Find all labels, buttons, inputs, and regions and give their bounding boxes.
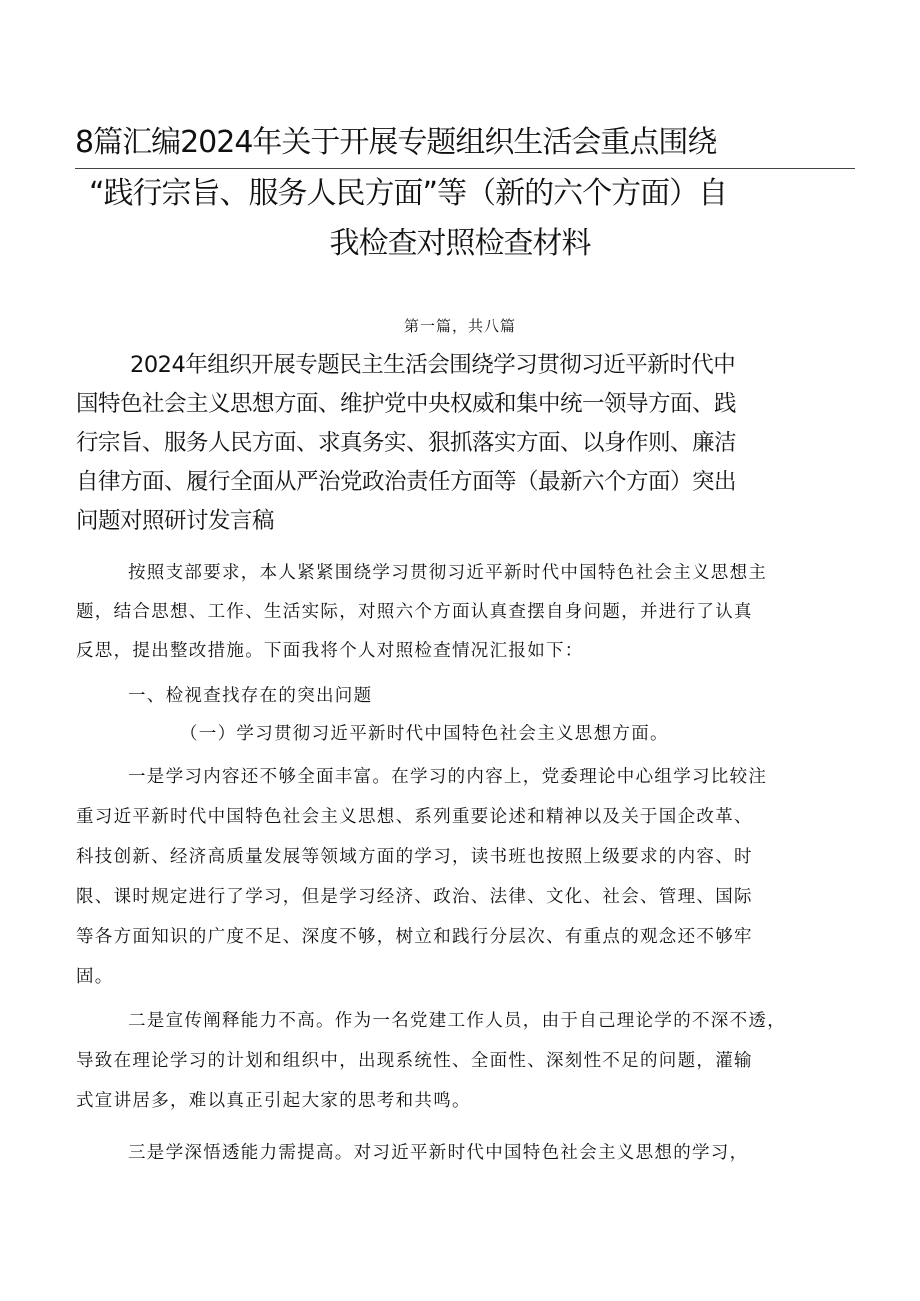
paragraph-line: 等各方面知识的广度不足、深度不够，树立和践行分层次、有重点的观念还不够牢 (76, 927, 753, 947)
heading-line: 国特色社会主义思想方面、维护党中央权威和集中统一领导方面、践 (76, 391, 737, 417)
paragraph-line: 导致在理论学习的计划和组织中，出现系统性、全面性、深刻性不足的问题，灌输 (76, 1051, 753, 1071)
title-line-1: 8篇汇编2024年关于开展专题组织生活会重点围绕 (75, 118, 855, 169)
article-counter: 第一篇，共八篇 (403, 317, 516, 335)
article-heading (76, 346, 866, 541)
paragraph-2 (76, 1001, 866, 1121)
paragraph-line: 按照支部要求，本人紧紧围绕学习贯彻习近平新时代中国特色社会主义思想主 (128, 563, 768, 583)
subsection-heading-text: （一）学习贯彻习近平新时代中国特色社会主义思想方面。 (180, 724, 669, 744)
paragraph-line: 限、课时规定进行了学习，但是学习经济、政治、法律、文化、社会、管理、国际 (76, 887, 753, 907)
title-line-3: 我检查对照检查材料 (329, 226, 591, 261)
paragraph-line: 三是学深悟透能力需提高。对习近平新时代中国特色社会主义思想的学习， (128, 1143, 749, 1163)
heading-line: 2024年组织开展专题民主生活会围绕学习贯彻习近平新时代中 (130, 352, 736, 378)
paragraph-line: 式宣讲居多，难以真正引起大家的思考和共鸣。 (76, 1091, 471, 1111)
paragraph-line: 重习近平新时代中国特色社会主义思想、系列重要论述和精神以及关于国企改革、 (76, 807, 753, 827)
paragraph-line: 一是学习内容还不够全面丰富。在学习的内容上，党委理论中心组学习比较注 (128, 767, 768, 787)
paragraph-line: 科技创新、经济高质量发展等领域方面的学习，读书班也按照上级要求的内容、时 (76, 847, 753, 867)
section-heading-text: 一、检视查找存在的突出问题 (128, 686, 373, 706)
title-line-2: “践行宗旨、服务人民方面”等（新的六个方面）自 (89, 176, 728, 211)
subsection-heading (76, 715, 866, 753)
paragraph-line: 反思，提出整改措施。下面我将个人对照检查情况汇报如下： (76, 641, 584, 661)
paragraph-line: 题，结合思想、工作、生活实际，对照六个方面认真查摆自身问题，并进行了认真 (76, 602, 753, 622)
paragraph-line: 固。 (76, 967, 114, 987)
paragraph-line: 二是宣传阐释能力不高。作为一名党建工作人员，由于自己理论学的不深不透， (128, 1011, 786, 1031)
heading-line: 行宗旨、服务人民方面、求真务实、狠抓落实方面、以身作则、廉洁 (76, 430, 737, 456)
heading-line: 自律方面、履行全面从严治党政治责任方面等（最新六个方面）突出 (76, 469, 737, 495)
document-title (75, 118, 845, 269)
paragraph-1 (76, 757, 866, 997)
paragraph-3 (76, 1133, 866, 1173)
intro-paragraph (76, 554, 866, 671)
section-heading (76, 677, 866, 715)
heading-line: 问题对照研讨发言稿 (76, 508, 275, 534)
